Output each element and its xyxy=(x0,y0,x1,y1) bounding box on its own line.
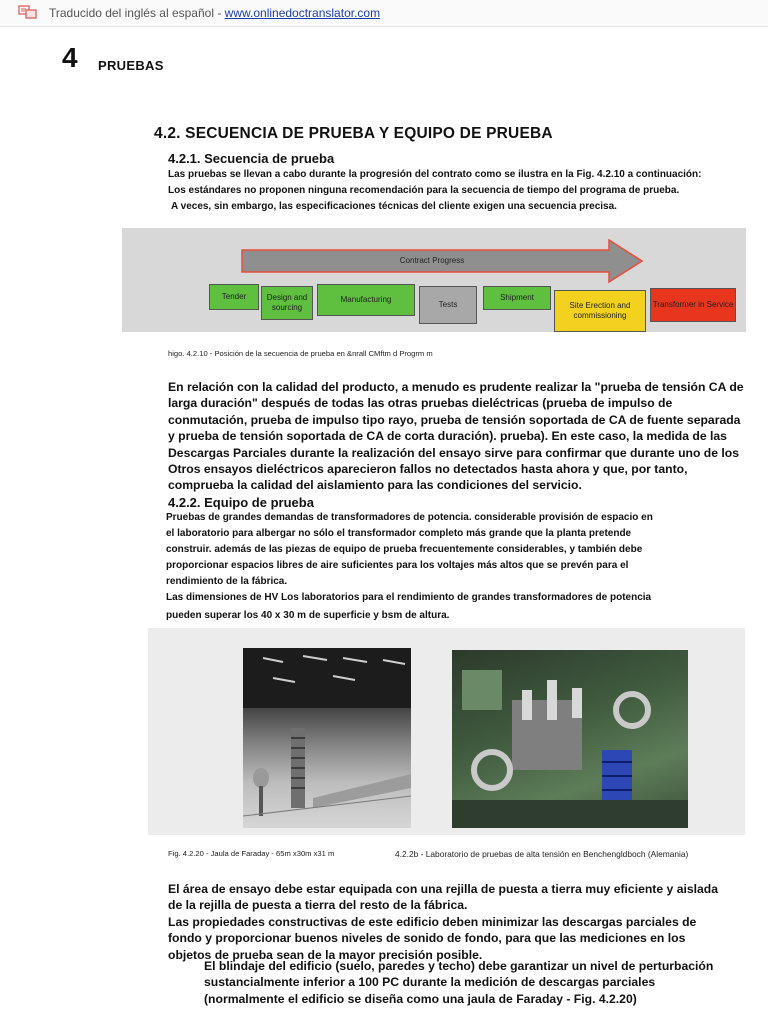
text-line: En relación con la calidad del producto, a menudo es prudente realizar la "prueba de tensión CA de xyxy=(168,380,744,394)
text-line: conmutación, prueba de impulso tipo rayo, prueba de tensión soportada de CA de fuente separada xyxy=(168,412,741,427)
photo-panel xyxy=(148,628,745,835)
figure-caption-laboratory: 4.2.2b - Laboratorio de pruebas de alta tensión en Benchengldboch (Alemania) xyxy=(395,849,689,859)
hv-laboratory-photo xyxy=(452,650,688,828)
section-title: 4.2. SECUENCIA DE PRUEBA Y EQUIPO DE PRUEBA xyxy=(154,125,553,142)
text-line: rendimiento de la fábrica. xyxy=(166,576,288,587)
translator-logo-icon xyxy=(18,5,38,19)
step-manufacturing: Manufacturing xyxy=(317,284,415,316)
step-tender: Tender xyxy=(209,284,259,310)
text-line: Otros ensayos dieléctricos aparecieron fallos no detectados hasta ahora y que, por tanto, xyxy=(168,462,688,477)
text-line: larga duración" después de todas las otras pruebas dieléctricas (prueba de impulso de xyxy=(168,396,673,411)
text-line: sustancialmente inferior a 100 PC durante la medición de descargas parciales xyxy=(204,975,656,990)
translator-bar xyxy=(0,0,768,27)
contract-progress-diagram xyxy=(122,228,746,332)
step-site-erection: Site Erection and commissioning xyxy=(554,290,646,332)
chapter-number: 4 xyxy=(62,42,78,73)
subsection-title-equipment: 4.2.2. Equipo de prueba xyxy=(168,495,314,510)
text-line: objetos de prueba sean de la mayor precisión posible. xyxy=(168,947,483,962)
grounding-paragraph xyxy=(168,881,768,963)
text-line: El área de ensayo debe estar equipada con una rejilla de puesta a tierra muy eficiente y aislada xyxy=(168,882,719,896)
text-line: Las pruebas se llevan a cabo durante la progresión del contrato como se ilustra en la Fig. 4.2.10 a continuación: xyxy=(168,169,702,180)
translator-prefix: Traducido del inglés al español - xyxy=(49,6,225,20)
text-line: el laboratorio para albergar no sólo el transformador completo más grande que la planta pretende xyxy=(166,528,632,539)
text-line: comprueba la calidad del aislamiento para las condiciones del servicio. xyxy=(168,478,582,493)
translator-link[interactable]: www.onlinedoctranslator.com xyxy=(224,6,381,20)
step-design-sourcing: Design and sourcing xyxy=(261,286,313,320)
shielding-paragraph xyxy=(204,958,764,1007)
text-line: Las dimensiones de HV Los laboratorios para el rendimiento de grandes transformadores de potencia xyxy=(166,592,652,603)
step-transformer-service: Transformer in Service xyxy=(650,288,736,322)
step-shipment: Shipment xyxy=(483,286,551,310)
text-line: Los estándares no proponen ninguna recomendación para la secuencia de tiempo del programa de prueba. xyxy=(168,185,680,196)
text-line: proporcionar espacios libres de aire suficientes para los voltajes más altos que se prevén para el xyxy=(166,560,629,571)
text-line: A veces, sin embargo, las especificaciones técnicas del cliente exigen una secuencia precisa. xyxy=(171,201,617,212)
text-line: Pruebas de grandes demandas de transformadores de potencia. considerable provisión de espacio en xyxy=(166,512,653,523)
text-line: y prueba de tensión soportada de CA de corta duración). prueba). En este caso, la medida de las xyxy=(168,429,727,444)
subsection-title-sequence: 4.2.1. Secuencia de prueba xyxy=(168,151,335,166)
arrow-label: Contract Progress xyxy=(399,256,465,265)
step-tests: Tests xyxy=(419,286,477,324)
figure-caption-faraday: Fig. 4.2.20 - Jaula de Faraday - 65m x30m x31 m xyxy=(168,849,335,858)
sequence-paragraph xyxy=(168,167,768,215)
chapter-title: PRUEBAS xyxy=(98,58,164,73)
faraday-cage-photo xyxy=(243,648,411,828)
translator-text xyxy=(49,6,380,20)
text-line: de la rejilla de puesta a tierra del resto de la fábrica. xyxy=(168,898,468,913)
text-line: pueden superar los 40 x 30 m de superficie y bsm de altura. xyxy=(166,610,450,621)
text-line: construir. además de las piezas de equipo de prueba frecuentemente considerables, y también debe xyxy=(166,544,643,555)
text-line: El blindaje del edificio (suelo, paredes y techo) debe garantizar un nivel de perturbación xyxy=(204,959,714,973)
text-line: Descargas Parciales durante la realización del ensayo sirve para confirmar que durante uno de los xyxy=(168,445,740,460)
text-line: Las propiedades constructivas de este edificio deben minimizar las descargas parciales de xyxy=(168,914,697,929)
text-line: (normalmente el edificio se diseña como una jaula de Faraday - Fig. 4.2.20) xyxy=(204,991,637,1006)
text-line: fondo y proporcionar buenos niveles de sonido de fondo, para que las mediciones en los xyxy=(168,931,686,946)
figure-caption-sequence: higo. 4.2.10 - Posición de la secuencia de prueba en &nrall CMftm d Progrm m xyxy=(168,349,433,358)
quality-paragraph xyxy=(168,379,768,494)
equipment-paragraph xyxy=(166,510,766,624)
